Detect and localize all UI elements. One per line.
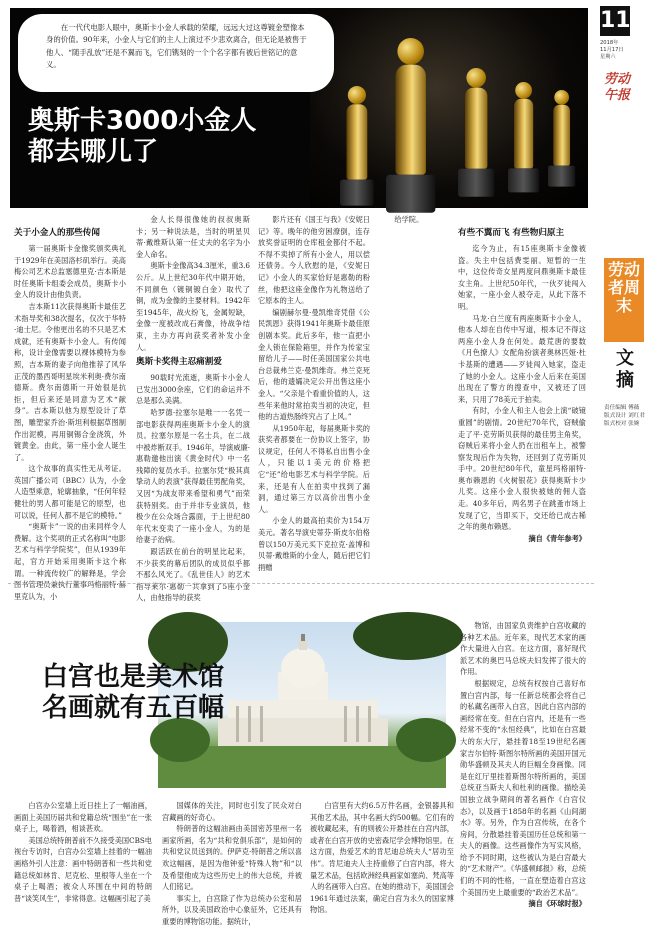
headline-line: 奥斯卡3000小金人 <box>28 106 257 136</box>
paragraph: 给学院。 <box>394 215 424 224</box>
date-day: 11月17日 <box>600 47 624 53</box>
source-credit: 摘自《青年参考》 <box>528 533 586 543</box>
article-column <box>380 214 450 226</box>
headline-oscar <box>28 106 256 168</box>
paragraph: 从1950年起，每届奥斯卡奖的获奖者都要在一份协议上签字，协议规定，任何人不得私自出售小金人，只能以1美元的价格把它“还”给电影艺术与科学学院。后来，还是有人在拍卖中找到了漏洞，通过第三方以高价出售小金人。 <box>258 423 370 514</box>
paragraph: 美国总统特朗普前不久接受美国CBS电视台专访时，白宫办公室墙上挂着的一幅油画格外引人注意：画中特朗普和一些共和党籍总统如林肯、尼克松、里根等人坐在一个桌子上喝酒；被众人环围在中间的特朗普“谈笑风生”，非常得意。这幅画引起了美 <box>14 835 152 903</box>
article-column <box>258 214 370 573</box>
paragraph: “奥斯卡”一说的由来同样令人费解。这个奖项的正式名称叫“电影艺术与科学学院奖”，但从1939年起，官方开始采用奥斯卡这个称谓。一种流传较广的解释是，学会图书管理员兼执行董事玛格丽特·赫里克认为，小 <box>14 522 126 601</box>
source-credit: 摘自《环球时报》 <box>528 899 586 909</box>
oscar-statuette <box>508 82 539 192</box>
section-title: 劳动者周末 <box>607 260 640 315</box>
intro-text: 在一代代电影人眼中，奥斯卡小金人承载的荣耀，远远大过这尊镀金塑像本身的价值。90年来，小金人与它们的主人上演过不少悲欢离合，但无论是被售于他人、“随手乱放”还是不翼而飞，它们镌刻的一个个名字都有被后世铭记的意义。 <box>46 23 307 70</box>
article-column <box>136 214 251 603</box>
date-year: 2018年 <box>600 40 619 46</box>
paragraph: 物馆，由国家负责维护白宫收藏的各种艺术品。近年来，现代艺术家的画作大量进入白宫。在这方面，喜好现代派艺术的奥巴马总统夫妇发挥了很大的作用。 <box>460 621 586 677</box>
article-column <box>460 620 586 910</box>
page-number: 11 <box>600 6 630 36</box>
editor-credit: 责任编辑 傅薇 <box>604 405 640 411</box>
paragraph: 国媒体的关注，同时也引发了民众对白宫藏画的好奇心。 <box>162 801 302 822</box>
article-column <box>14 800 152 904</box>
oscar-statuette <box>386 38 435 213</box>
paragraph: 吉本斯11次获得奥斯卡最佳艺术指导奖和38次提名，仅次于华特·迪士尼。令他更出名的不只是艺术成就，还有奥斯卡小金人。有传闻称，设计金像需要以裸体模特为参照，吉本斯的妻子向他推荐了风华正茂的墨西哥明星埃米利奥·费尔南德斯。费尔南德斯一开始很是抗拒，但后来还是同意为艺术“献身”。吉本斯以他为原型设计了草图，雕塑家乔治·斯坦利根据草图制作出泥模，再用铜锡合金浇筑，外镀黄金。由此，第一座小金人诞生了。 <box>14 301 126 462</box>
article-column <box>14 224 126 601</box>
oscar-statuette <box>548 90 575 187</box>
paragraph: 金人长得很像她的叔叔奥斯卡；另一种说法是，当时的明星贝蒂·戴维斯认第一任丈夫的名字为小金人命名。 <box>136 215 250 259</box>
paragraph: 编剧赫尔曼·曼凯维奇凭借《公民凯恩》获得1941年奥斯卡最佳原创剧本奖。此后多年，他一直把小金人锁在保险箱里，并作为传家宝留给儿子——时任美国国家公共电台总裁弗兰克·曼凯维奇。弗兰克死后，他的遗孀决定公开出售这座小金人。“父亲是个看重价值的人，这些年来他时常拍卖当初的决定，但他的古道热肠终究占了上风。” <box>258 307 370 422</box>
section-name: 文摘 <box>616 348 634 391</box>
paragraph: 第一届奥斯卡金像奖颁奖典礼于1929年在美国洛杉矶举行。美高梅公司艺术总监塞德里克·吉本斯是时任奥斯卡组委会成员，奥斯卡小金人的设计由他负责。 <box>14 244 126 300</box>
paragraph: 这个故事的真实性无从考证。英国广播公司（BBC）认为，小金人造型乘意，轮廓抽象，“任何年轻健壮的男人都可能是它的原型，也可以说，任何人都不是它的模特。” <box>14 464 126 520</box>
article-column <box>162 800 302 928</box>
oscar-statuette <box>458 68 494 197</box>
paragraph: 小金人的最高拍卖价为154万美元。著名导演史蒂芬·斯皮尔伯格曾以150万美元买下克拉克·盖博和贝蒂·戴维斯的小金人，随后把它们捐赠 <box>258 516 370 572</box>
subheading: 关于小金人的那些传闻 <box>14 228 100 238</box>
oscar-statuette <box>340 86 374 206</box>
paragraph: 迄今为止，有15座奥斯卡金像被盗。失主中包括费雯丽。短暂的一生中，这位传奇女星两度问鼎奥斯卡最佳女主角。上世纪50年代，一伙歹徒闯入她家，一座小金人被夺走，从此下落不明。 <box>458 244 586 311</box>
paragraph: 90载时光流逝，奥斯卡小金人已发出3000余座，它们的命运并不总是那么美满。 <box>136 373 250 406</box>
paragraph: 白宫办公室墙上近日挂上了一幅油画，画面上美国历届共和党籍总统“围坐”在一张桌子上，喝着酒，相谈甚欢。 <box>14 801 152 834</box>
headline-line: 都去哪儿了 <box>28 137 159 167</box>
headline-line: 白宫也是美术馆 <box>42 662 225 692</box>
paragraph: 白宫里有大约6.5万件名画，金银器具和其他艺术品，其中名画大约500幅。它们有的被收藏起来，有的则被公开悬挂在白宫内部，或者在白宫开放的史密森尼学会博物馆里。在这方面，热爱艺术的肯尼迪总统夫人“居功至伟”。肯尼迪夫人主持重修了白宫内部，将大量艺术品，包括欧洲经典画家如塞尚、梵高等人的名画带入白宫。在她的推动下，美国国会1961年通过法案，确定白宫为永久的国家博物馆。 <box>310 801 454 915</box>
editor-credits <box>604 404 646 428</box>
article-column <box>458 224 586 544</box>
paragraph: 跟活跃在前台的明星比起来，不少获奖的幕后团队的成员似乎都不那么风光了。《乱世佳人》的艺术指导莱尔·惠勒一共拿到了5座小金人，由他指导的获奖 <box>136 547 250 603</box>
paragraph: 根据规定，总统有权按自己喜好布置白宫内部，每一任新总统都会将自己的私藏名画带入白宫，因此白宫内部的画经常在变。但在白宫内，还是有一些经常不变的“永恒经典”，比如在白宫最大的东大厅，悬挂着18至19世纪名画家吉尔伯特·斯图尔特所画的美国开国元勋华盛顿及其夫人的巨幅全身画像。同是在红厅里挂着斯图尔特所画的，美国总统亚当斯夫人和杜利的画像。描绘美国独立战争期间的著名画作《白宫仪态》，以及画于1858年的名画《山间湖水》等。另外，作为白宫传统，在各个房间，分散悬挂着美国历任总统和第一夫人的画像。这些画像作为写实风格，给予不同时期，这些被认为是白宫最大的“艺术财产”。《华盛顿邮报》称，总统们的不同的性格，一直在塑造着白宫这个美国历史上最重要的“政治艺术品”。 <box>460 678 586 897</box>
paragraph: 哈罗德·拉塞尔是唯一一名凭一部电影获得两座奥斯卡小金人的演员。拉塞尔原是一名士兵，在二战中被炸断双手。1946年，导演威廉·惠勒邀他出演《黄金时代》中一名残障的复员水手。拉塞尔凭“极其真挚动人的表演”获得最佳男配角奖，又因“为战友带来希望和勇气”而荣获特别奖。由于并非专业演员，他极少在公众场合露面，于上世纪80年代末变卖了一座小金人，为的是给妻子治病。 <box>136 407 251 545</box>
paragraph: 事实上，白宫除了作为总统办公室和居所外，以及美国政治中心象征外，它还具有重要的博物馆功能。据统计， <box>162 893 302 926</box>
headline-whitehouse <box>42 662 224 724</box>
paragraph: 影片还有《国王与我》《安妮日记》等。晚年的他穷困潦倒，连存放奖誉证明的仓库租金都付不起。不得不卖掉了所有小金人，用以偿还债务。今人欣慰的是，《安妮日记》小金人的买家恰好是惠勒的粉丝，他把这座金像作为礼物送给了它原本的主人。 <box>258 215 370 306</box>
page-date <box>600 40 640 61</box>
section-divider <box>8 583 594 584</box>
newspaper-logo: 劳动午报 <box>604 72 631 103</box>
date-weekday: 星期六 <box>600 54 616 60</box>
article-column <box>310 800 454 916</box>
subheading: 奥斯卡奖得主忍痛割爱 <box>136 357 222 368</box>
paragraph: 奥斯卡金像高34.3厘米，重3.6公斤。从上世纪30年代中期开始，不同颜色（镀铜镀白金）取代了铜，成为金像的主要材料。1942年至1945年，战火纷飞，金属短缺，金像一度被改成石膏像，待战争结束，主办方再向获奖者补发小金人。 <box>136 261 250 352</box>
paragraph: 有时，小金人和主人也会上演“破镜重圆”的剧情。20世纪70年代，窃贼偷走了平·克劳斯贝获得的最佳男主角奖，窃贼后来将小金人扔在出租车上，被警察发现后作为失物，还回到了克劳斯贝手中。20世纪80年代，童星玛格丽特·奥布赖恩的《火树银花》获得奥斯卡少儿奖。这座小金人很快被她的佣人盗走。40多年后，两名男子在跳蚤市场上发现了它，当即买下，交还给已成古稀之年的奥布赖恩。 <box>458 406 586 532</box>
editor-credit: 版式设计 刘红君 <box>604 413 645 419</box>
paragraph: 马龙·白兰度有两座奥斯卡小金人，他本人却在自传中写道，根本记不得这两座小金人身在何处。最荒唐的要数《月色撩人》女配角扮演者奥林匹娅·杜卡基斯的遭遇——歹徒闯入她家，盗走了她的小金人。这座小金人后来在美国出现在了警方的搜查中，又被还了回来，只用了78美元于拍卖。 <box>458 313 586 404</box>
subheading: 有些不翼而飞 有些物归原主 <box>458 228 565 238</box>
headline-line: 名画就有五百幅 <box>42 693 225 723</box>
editor-credit: 版式校对 张婉 <box>604 421 640 427</box>
paragraph: 特朗普的这幅油画由美国密苏里州一名画家所画，名为“共和党俱乐部”，是如何的共和党议员送到的。伊萨克·特朗普之所以喜欢这幅画，是因为他钟爱“特殊人物”和“以及希望他成为这些历史上的伟大总统，并被人们铭记。 <box>162 824 302 892</box>
